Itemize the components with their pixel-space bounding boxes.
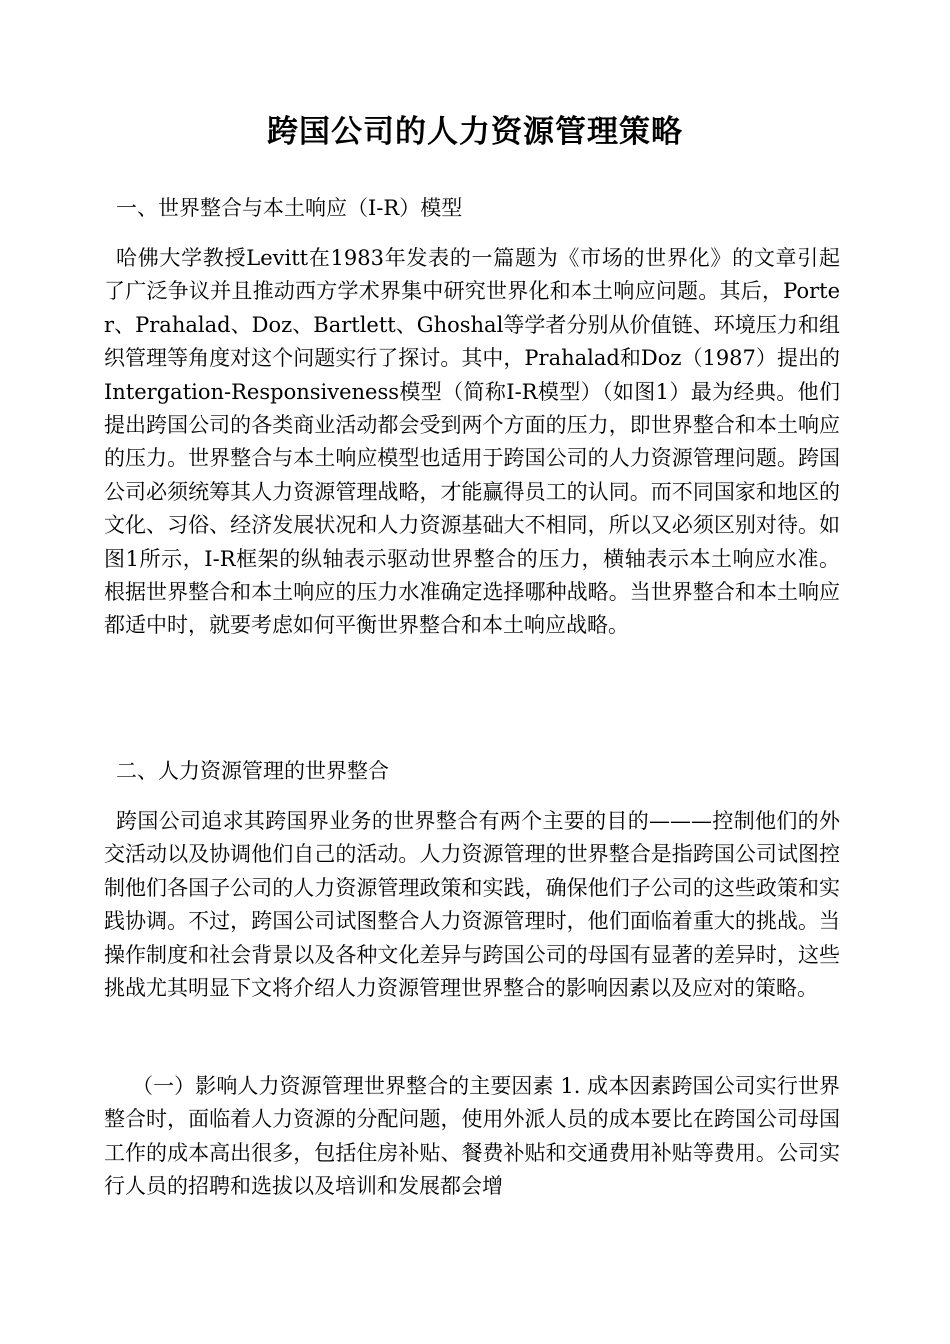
section-heading-2: 二、人力资源管理的世界整合 [116, 759, 389, 783]
section-2-paragraph-2: （一）影响人力资源管理世界整合的主要因素 1. 成本因素跨国公司实行世界整合时，面临着人力资源的分配问题，使用外派人员的成本要比在跨国公司母国工作的成本高出很多，包括住房补贴、餐费补贴和交通费用补贴等费用。公司实行人员的招聘和选拔以及培训和发展都会增 [104, 1074, 840, 1199]
section-1-paragraph: 哈佛大学教授Levitt在1983年发表的一篇题为《市场的世界化》的文章引起了广泛争议并且推动西方学术界集中研究世界化和本土响应问题。其后，Porter、Prahalad、Doz、Bartlett、Ghoshal等学者分别从价值链、环境压力和组织管理等角度对这个问题实行了探讨。其中，Prahalad和Doz（1987）提出的Intergation-Responsiveness模型（简称I-R模型）（如图1）最为经典。他们提出跨国公司的各类商业活动都会受到两个方面的压力，即世界整合和本土响应的压力。世界整合与本土响应模型也适用于跨国公司的人力资源管理问题。跨国公司必须统筹其人力资源管理战略，才能赢得员工的认同。而不同国家和地区的文化、习俗、经济发展状况和人力资源基础大不相同，所以又必须区别对待。如图1所示，I-R框架的纵轴表示驱动世界整合的压力，横轴表示本土响应水准。根据世界整合和本土响应的压力水准确定选择哪种战略。当世界整合和本土响应都适中时，就要考虑如何平衡世界整合和本土响应战略。 [104, 246, 840, 638]
section-heading-1: 一、世界整合与本土响应（I-R）模型 [116, 196, 463, 220]
section-2-paragraph-1: 跨国公司追求其跨国界业务的世界整合有两个主要的目的———控制他们的外交活动以及协调他们自己的活动。人力资源管理的世界整合是指跨国公司试图控制他们各国子公司的人力资源管理政策和实践，确保他们子公司的这些政策和实践协调。不过，跨国公司试图整合人力资源管理时，他们面临着重大的挑战。当操作制度和社会背景以及各种文化差异与跨国公司的母国有显著的差异时，这些挑战尤其明显下文将介绍人力资源管理世界整合的影响因素以及应对的策略。 [104, 809, 840, 1001]
document-title: 跨国公司的人力资源管理策略 [267, 114, 683, 150]
